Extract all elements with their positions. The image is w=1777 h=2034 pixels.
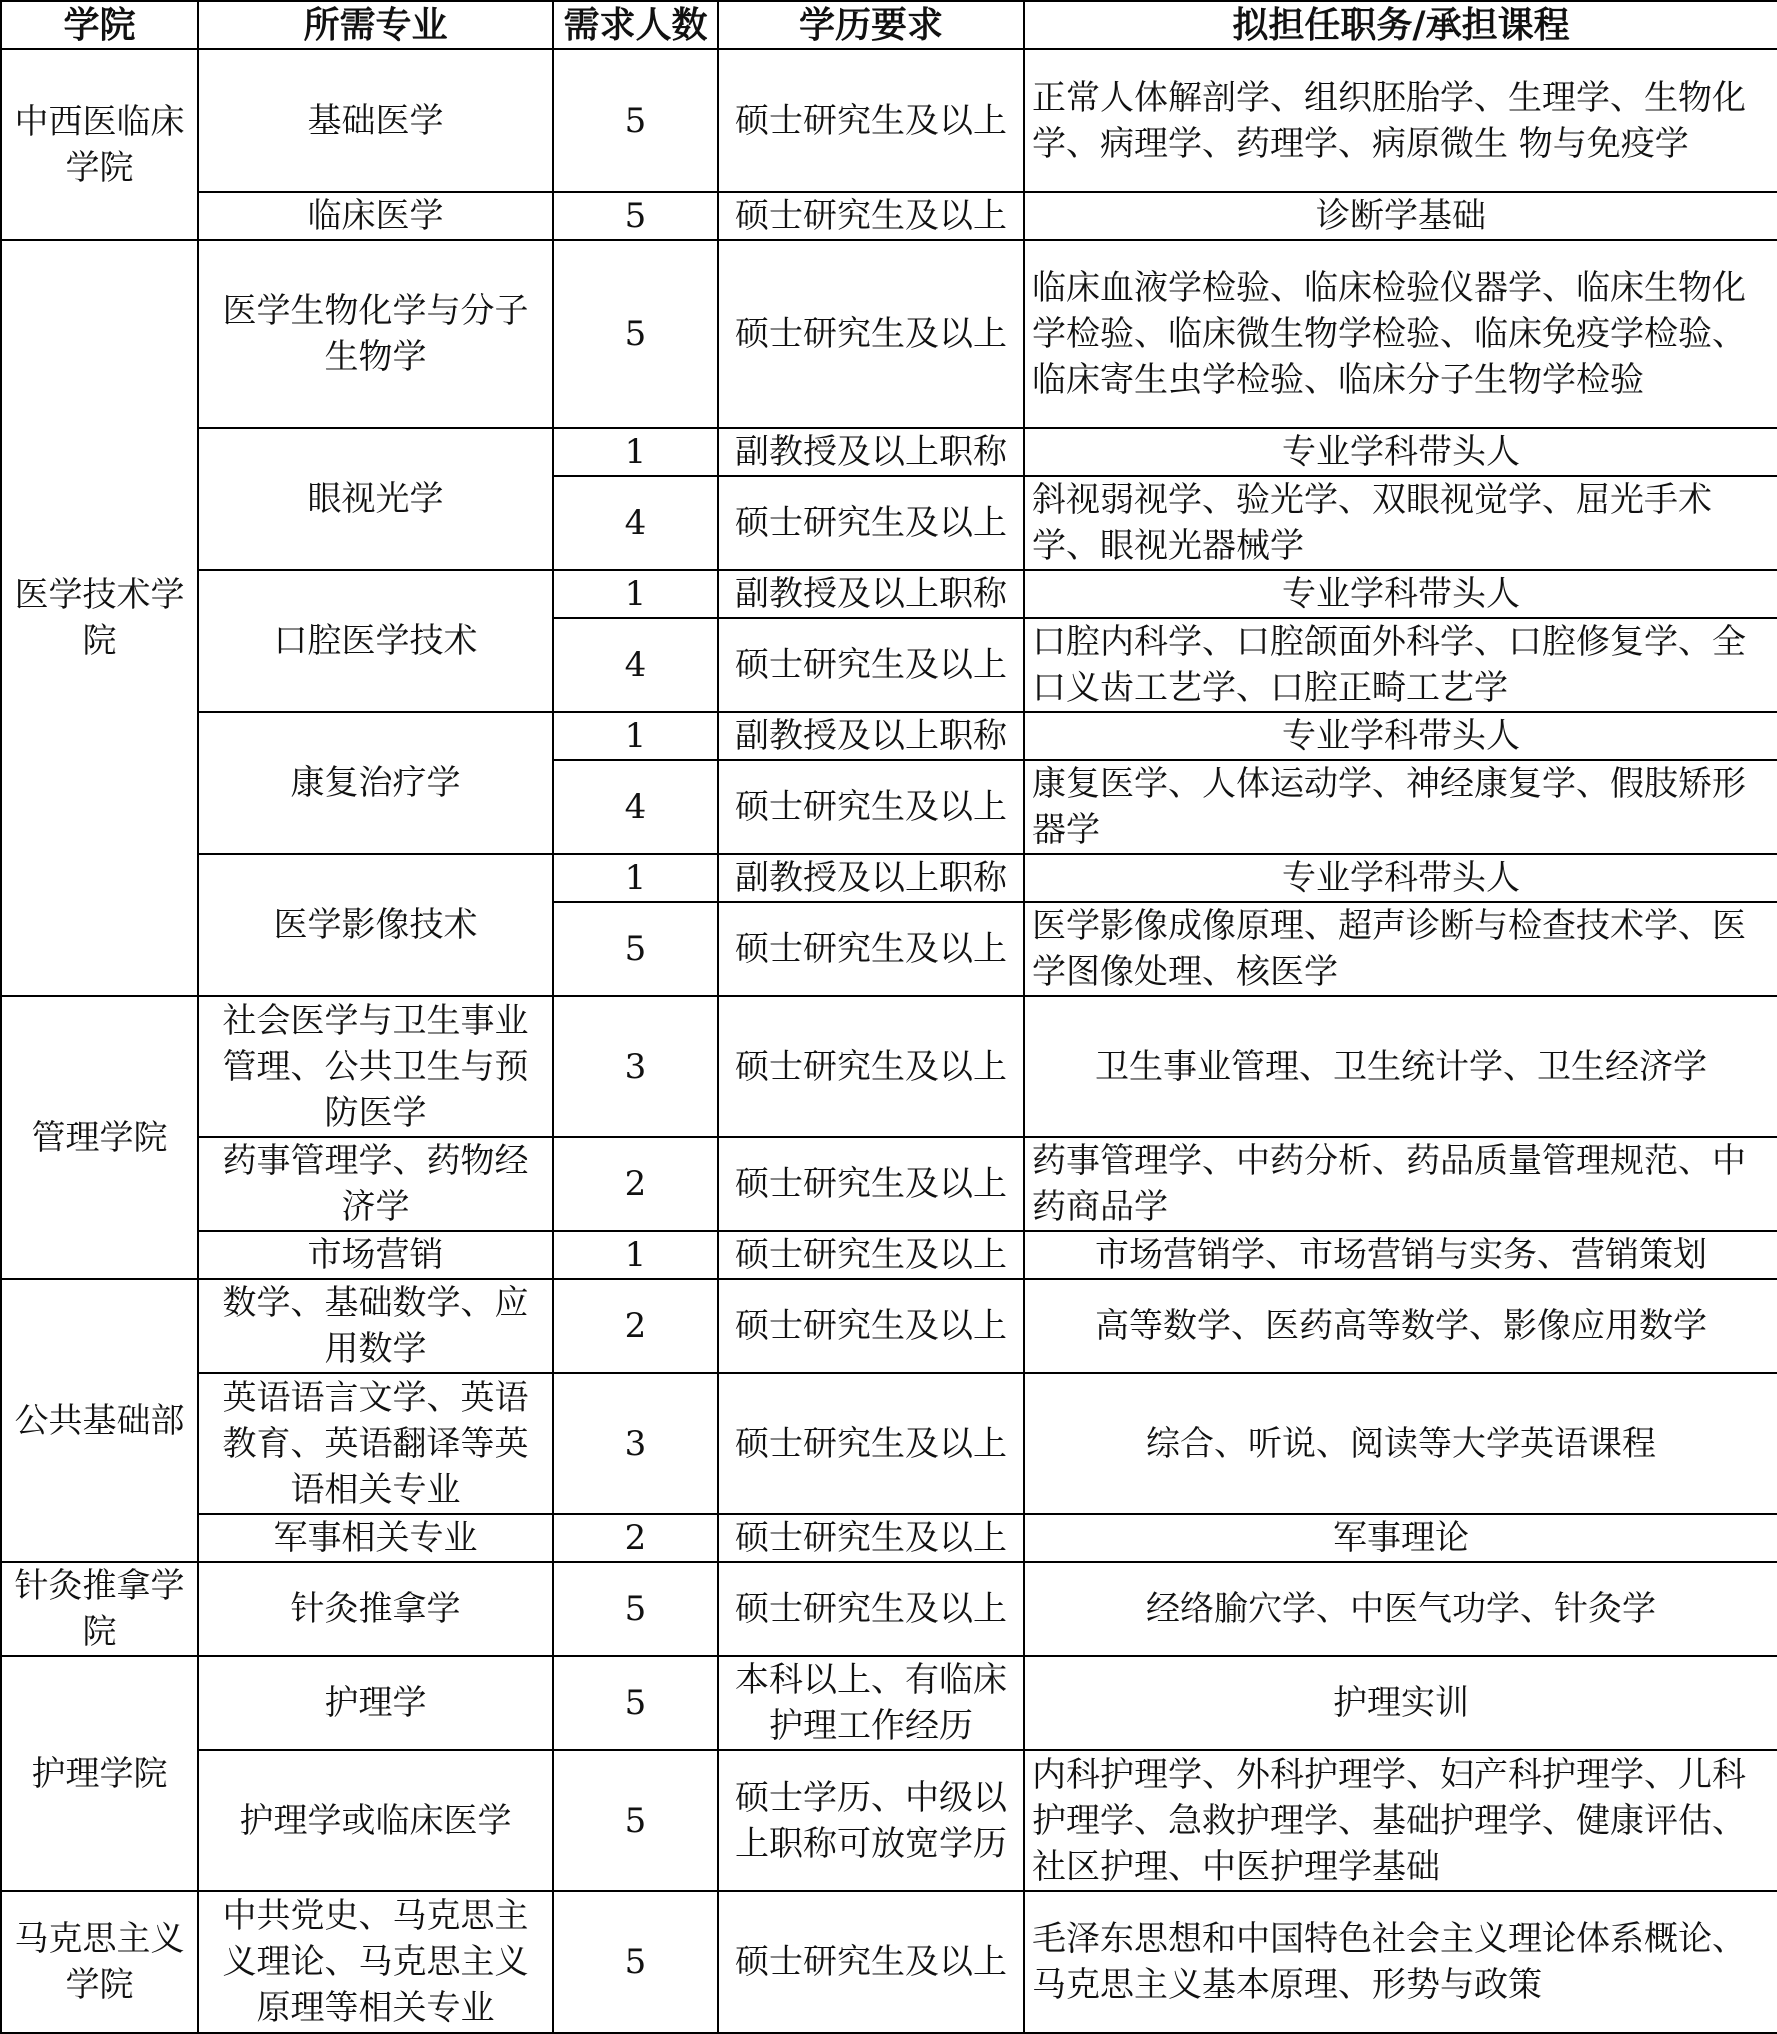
education-cell: 硕士研究生及以上 bbox=[718, 618, 1024, 712]
table-row bbox=[1, 570, 1777, 618]
major-cell: 军事相关专业 bbox=[198, 1514, 553, 1562]
table-row bbox=[1, 1231, 1777, 1279]
table-row bbox=[1, 1656, 1777, 1750]
header-row bbox=[1, 1, 1777, 49]
table-row bbox=[1, 192, 1777, 240]
table-row bbox=[1, 1514, 1777, 1562]
duty-cell: 专业学科带头人 bbox=[1024, 428, 1777, 476]
count-cell: 5 bbox=[553, 1891, 718, 2033]
major-cell: 康复治疗学 bbox=[198, 712, 553, 854]
major-cell: 市场营销 bbox=[198, 1231, 553, 1279]
table-row bbox=[1, 1562, 1777, 1656]
education-cell: 硕士研究生及以上 bbox=[718, 476, 1024, 570]
table-row bbox=[1, 1279, 1777, 1373]
education-cell: 副教授及以上职称 bbox=[718, 428, 1024, 476]
header-education: 学历要求 bbox=[718, 1, 1024, 49]
duty-cell: 军事理论 bbox=[1024, 1514, 1777, 1562]
header-duty: 拟担任职务/承担课程 bbox=[1024, 1, 1777, 49]
major-cell: 基础医学 bbox=[198, 49, 553, 192]
count-cell: 5 bbox=[553, 49, 718, 192]
education-cell: 硕士研究生及以上 bbox=[718, 49, 1024, 192]
count-cell: 5 bbox=[553, 192, 718, 240]
count-cell: 1 bbox=[553, 1231, 718, 1279]
college-cell: 护理学院 bbox=[1, 1656, 198, 1891]
duty-cell: 市场营销学、市场营销与实务、营销策划 bbox=[1024, 1231, 1777, 1279]
major-cell: 数学、基础数学、应用数学 bbox=[198, 1279, 553, 1373]
table-row bbox=[1, 854, 1777, 902]
table-row bbox=[1, 996, 1777, 1137]
major-cell: 口腔医学技术 bbox=[198, 570, 553, 712]
major-cell: 护理学 bbox=[198, 1656, 553, 1750]
duty-cell: 专业学科带头人 bbox=[1024, 712, 1777, 760]
college-cell: 中西医临床学院 bbox=[1, 49, 198, 240]
major-cell: 医学生物化学与分子生物学 bbox=[198, 240, 553, 428]
college-cell: 公共基础部 bbox=[1, 1279, 198, 1562]
count-cell: 5 bbox=[553, 902, 718, 996]
major-cell: 临床医学 bbox=[198, 192, 553, 240]
duty-cell: 卫生事业管理、卫生统计学、卫生经济学 bbox=[1024, 996, 1777, 1137]
table-row bbox=[1, 240, 1777, 428]
duty-cell: 高等数学、医药高等数学、影像应用数学 bbox=[1024, 1279, 1777, 1373]
table-row bbox=[1, 1750, 1777, 1891]
count-cell: 4 bbox=[553, 618, 718, 712]
duty-cell: 综合、听说、阅读等大学英语课程 bbox=[1024, 1373, 1777, 1514]
count-cell: 1 bbox=[553, 854, 718, 902]
duty-cell: 专业学科带头人 bbox=[1024, 854, 1777, 902]
major-cell: 中共党史、马克思主义理论、马克思主义原理等相关专业 bbox=[198, 1891, 553, 2033]
major-cell: 药事管理学、药物经济学 bbox=[198, 1137, 553, 1231]
education-cell: 硕士研究生及以上 bbox=[718, 192, 1024, 240]
education-cell: 硕士研究生及以上 bbox=[718, 1562, 1024, 1656]
count-cell: 4 bbox=[553, 476, 718, 570]
major-cell: 针灸推拿学 bbox=[198, 1562, 553, 1656]
header-major: 所需专业 bbox=[198, 1, 553, 49]
count-cell: 5 bbox=[553, 240, 718, 428]
count-cell: 1 bbox=[553, 570, 718, 618]
duty-cell: 正常人体解剖学、组织胚胎学、生理学、生物化学、病理学、药理学、病原微生 物与免疫学 bbox=[1024, 49, 1777, 192]
major-cell: 护理学或临床医学 bbox=[198, 1750, 553, 1891]
education-cell: 硕士研究生及以上 bbox=[718, 240, 1024, 428]
education-cell: 本科以上、有临床护理工作经历 bbox=[718, 1656, 1024, 1750]
major-cell: 医学影像技术 bbox=[198, 854, 553, 996]
count-cell: 2 bbox=[553, 1514, 718, 1562]
duty-cell: 诊断学基础 bbox=[1024, 192, 1777, 240]
duty-cell: 口腔内科学、口腔颌面外科学、口腔修复学、全口义齿工艺学、口腔正畸工艺学 bbox=[1024, 618, 1777, 712]
count-cell: 1 bbox=[553, 428, 718, 476]
education-cell: 硕士研究生及以上 bbox=[718, 902, 1024, 996]
count-cell: 4 bbox=[553, 760, 718, 854]
major-cell: 英语语言文学、英语教育、英语翻译等英语相关专业 bbox=[198, 1373, 553, 1514]
duty-cell: 护理实训 bbox=[1024, 1656, 1777, 1750]
count-cell: 3 bbox=[553, 996, 718, 1137]
duty-cell: 内科护理学、外科护理学、妇产科护理学、儿科护理学、急救护理学、基础护理学、健康评估、社区护理、中医护理学基础 bbox=[1024, 1750, 1777, 1891]
count-cell: 1 bbox=[553, 712, 718, 760]
education-cell: 硕士研究生及以上 bbox=[718, 1231, 1024, 1279]
count-cell: 3 bbox=[553, 1373, 718, 1514]
education-cell: 硕士学历、中级以上职称可放宽学历 bbox=[718, 1750, 1024, 1891]
table-row bbox=[1, 1137, 1777, 1231]
duty-cell: 药事管理学、中药分析、药品质量管理规范、中药商品学 bbox=[1024, 1137, 1777, 1231]
education-cell: 硕士研究生及以上 bbox=[718, 760, 1024, 854]
education-cell: 副教授及以上职称 bbox=[718, 712, 1024, 760]
education-cell: 硕士研究生及以上 bbox=[718, 1891, 1024, 2033]
education-cell: 硕士研究生及以上 bbox=[718, 1373, 1024, 1514]
duty-cell: 临床血液学检验、临床检验仪器学、临床生物化学检验、临床微生物学检验、临床免疫学检验、临床寄生虫学检验、临床分子生物学检验 bbox=[1024, 240, 1777, 428]
header-count: 需求人数 bbox=[553, 1, 718, 49]
count-cell: 2 bbox=[553, 1137, 718, 1231]
duty-cell: 毛泽东思想和中国特色社会主义理论体系概论、马克思主义基本原理、形势与政策 bbox=[1024, 1891, 1777, 2033]
education-cell: 硕士研究生及以上 bbox=[718, 1137, 1024, 1231]
college-cell: 针灸推拿学院 bbox=[1, 1562, 198, 1656]
table-row bbox=[1, 1373, 1777, 1514]
education-cell: 硕士研究生及以上 bbox=[718, 1514, 1024, 1562]
header-college: 学院 bbox=[1, 1, 198, 49]
college-cell: 马克思主义学院 bbox=[1, 1891, 198, 2033]
duty-cell: 康复医学、人体运动学、神经康复学、假肢矫形器学 bbox=[1024, 760, 1777, 854]
duty-cell: 专业学科带头人 bbox=[1024, 570, 1777, 618]
table-row bbox=[1, 712, 1777, 760]
count-cell: 5 bbox=[553, 1656, 718, 1750]
table-row bbox=[1, 428, 1777, 476]
table-row bbox=[1, 1891, 1777, 2033]
education-cell: 硕士研究生及以上 bbox=[718, 996, 1024, 1137]
count-cell: 2 bbox=[553, 1279, 718, 1373]
major-cell: 眼视光学 bbox=[198, 428, 553, 570]
education-cell: 副教授及以上职称 bbox=[718, 854, 1024, 902]
college-cell: 医学技术学院 bbox=[1, 240, 198, 996]
count-cell: 5 bbox=[553, 1562, 718, 1656]
duty-cell: 医学影像成像原理、超声诊断与检查技术学、医学图像处理、核医学 bbox=[1024, 902, 1777, 996]
table-row bbox=[1, 49, 1777, 192]
duty-cell: 斜视弱视学、验光学、双眼视觉学、屈光手术学、眼视光器械学 bbox=[1024, 476, 1777, 570]
major-cell: 社会医学与卫生事业管理、公共卫生与预防医学 bbox=[198, 996, 553, 1137]
education-cell: 硕士研究生及以上 bbox=[718, 1279, 1024, 1373]
count-cell: 5 bbox=[553, 1750, 718, 1891]
education-cell: 副教授及以上职称 bbox=[718, 570, 1024, 618]
duty-cell: 经络腧穴学、中医气功学、针灸学 bbox=[1024, 1562, 1777, 1656]
college-cell: 管理学院 bbox=[1, 996, 198, 1279]
